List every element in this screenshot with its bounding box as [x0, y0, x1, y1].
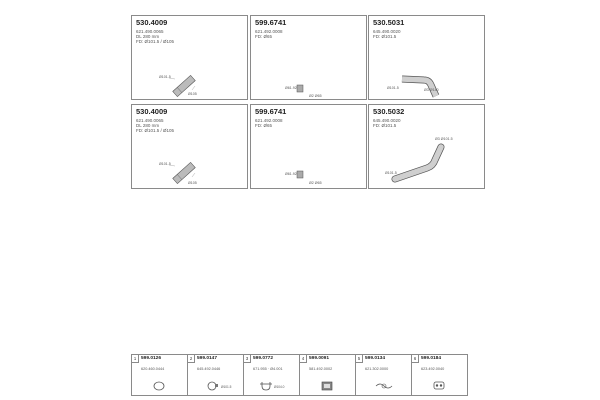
part-code: 621.490.0065 [136, 29, 164, 34]
part-number: 530.4009 [136, 107, 168, 116]
part-detail: FD: Ø101.5 [373, 123, 397, 128]
part-detail: FD: Ø65 [255, 34, 273, 39]
part-card[interactable] [250, 15, 367, 100]
part-card[interactable] [131, 15, 248, 100]
item-index: 5 [356, 355, 363, 363]
item-part-number: 599.0091 [309, 356, 330, 361]
accessory-item[interactable] [244, 355, 300, 395]
dimension-label: Ø101.5 [159, 162, 171, 166]
accessory-item[interactable] [188, 355, 244, 395]
mounting-bracket-icon [300, 355, 356, 395]
flange-gasket-icon [356, 355, 412, 395]
dimension-label: Ø3 Ø101.5 [435, 137, 453, 141]
sleeve-drawing [251, 105, 368, 190]
part-code: 621.492.0008 [255, 29, 283, 34]
item-code: 645.492.0446 [197, 367, 221, 371]
item-code: 620.460.0444 [141, 367, 165, 371]
item-index: 4 [300, 355, 307, 363]
part-code: 645.490.0020 [373, 118, 401, 123]
item-label: Ø101.5 [221, 385, 232, 389]
item-index: 2 [188, 355, 195, 363]
item-code: 621.302.0000 [365, 367, 389, 371]
part-card[interactable] [131, 104, 248, 189]
item-part-number: 599.0126 [141, 356, 162, 361]
reducer-pipe-drawing [132, 16, 249, 101]
dimension-label: Ø61.92 [285, 86, 297, 90]
item-index: 3 [244, 355, 251, 363]
part-number: 530.4009 [136, 18, 168, 27]
dimension-label: Ø2 Ø65 [309, 94, 322, 98]
dimension-label: Ø3 Ø140 [424, 88, 439, 92]
part-number: 530.5031 [373, 18, 405, 27]
rubber-hanger-icon [412, 355, 468, 395]
reducer-pipe-drawing [132, 105, 249, 190]
part-code: 621.490.0065 [136, 118, 164, 123]
dimension-label: Ø61.92 [285, 172, 297, 176]
item-part-number: 599.0134 [365, 356, 386, 361]
item-code: 671.955 · Ø4.001 [253, 367, 283, 371]
hose-clamp-icon [188, 355, 244, 395]
part-card[interactable] [250, 104, 367, 189]
accessory-item[interactable] [132, 355, 188, 395]
part-card[interactable] [368, 104, 485, 189]
part-code: 621.492.0008 [255, 118, 283, 123]
item-part-number: 599.0772 [253, 356, 274, 361]
part-detail: FD: Ø65 [255, 123, 273, 128]
part-number: 599.6741 [255, 18, 287, 27]
long-pipe-drawing [369, 105, 486, 190]
item-label: Ø104.0 [274, 385, 285, 389]
part-detail: FD: Ø101.5 / Ø105 [136, 39, 175, 44]
part-detail: DL 280 mm [136, 123, 160, 128]
part-number: 530.5032 [373, 107, 405, 116]
dimension-label: Ø105 [188, 92, 197, 96]
accessory-item[interactable] [412, 355, 468, 395]
part-detail: FD: Ø101.5 / Ø105 [136, 128, 175, 133]
clamp-ring-icon [132, 355, 188, 395]
accessory-item[interactable] [356, 355, 412, 395]
dimension-label: Ø101.5 [159, 75, 171, 79]
accessory-parts-strip [131, 354, 468, 396]
dimension-label: Ø101.5 [385, 171, 397, 175]
dimension-label: Ø105 [188, 181, 197, 185]
item-index: 6 [412, 355, 419, 363]
part-detail: DL 280 mm [136, 34, 160, 39]
part-detail: FD: Ø101.5 [373, 34, 397, 39]
part-number: 599.6741 [255, 107, 287, 116]
item-index: 1 [132, 355, 139, 363]
dimension-label: Ø2 Ø65 [309, 181, 322, 185]
item-code: 623.492.0040 [421, 367, 445, 371]
item-part-number: 599.0184 [421, 356, 442, 361]
dimension-label: Ø101.5 [387, 86, 399, 90]
part-code: 645.490.0020 [373, 29, 401, 34]
item-code: 581.492.0002 [309, 367, 333, 371]
item-part-number: 599.0147 [197, 356, 218, 361]
sleeve-drawing [251, 16, 368, 101]
part-card[interactable] [368, 15, 485, 100]
u-clamp-icon [244, 355, 300, 395]
accessory-item[interactable] [300, 355, 356, 395]
